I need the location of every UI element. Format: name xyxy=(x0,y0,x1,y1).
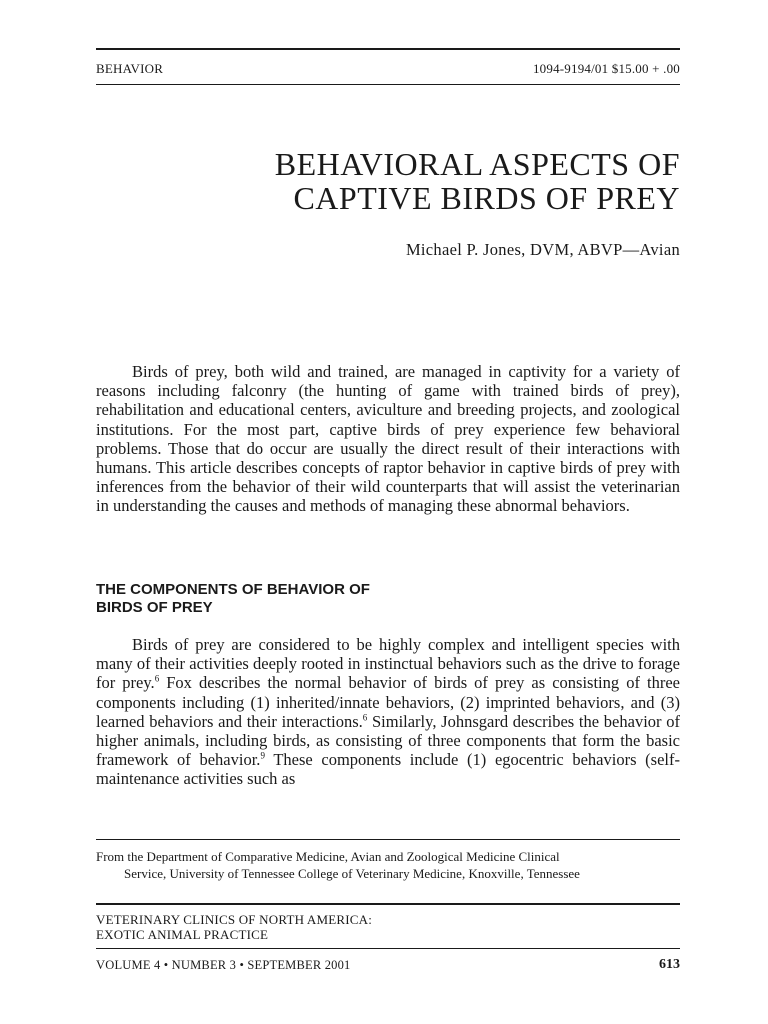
journal-name-line-1: VETERINARY CLINICS OF NORTH AMERICA: xyxy=(96,912,373,927)
journal-name xyxy=(96,912,372,942)
top-rule xyxy=(96,48,680,50)
author-byline: Michael P. Jones, DVM, ABVP—Avian xyxy=(405,240,680,259)
issn-price-line: 1094-9194/01 $15.00 + .00 xyxy=(532,61,680,76)
paragraph-text-1: Birds of prey are considered to be highly complex and intelligent species with many of their activities deeply rooted in instinctual behaviors such as the drive to forage for prey. xyxy=(96,635,680,693)
section-heading xyxy=(96,581,496,617)
abstract-paragraph: Birds of prey, both wild and trained, are managed in captivity for a variety of reasons including falconry (the hunting of game with trained birds of prey), rehabilitation and educational centers, aviculture and breeding projects, and zoological institutions. For the most part, captive birds of prey experience few behavioral problems. Those that do occur are usually the direct result of their interactions with humans. This article describes concepts of raptor behavior in captive birds of prey with inferences from the behavior of their wild counterparts that will assist the veterinarian in understanding the causes and methods of managing these abnormal behaviors. xyxy=(96,362,680,516)
paragraph-text-4: These components include (1) egocentric behaviors (self-maintenance activities such as xyxy=(96,750,680,789)
paragraph-text-2: Fox describes the normal behavior of birds of prey as consisting of three components including (1) inherited/innate behaviors, (2) imprinted behaviors, and (3) learned behaviors and their interactions. xyxy=(96,673,680,731)
title-line-2: CAPTIVE BIRDS OF PREY xyxy=(293,180,680,216)
footnote-line-2: Service, University of Tennessee College of Veterinary Medicine, Knoxville, Tennessee xyxy=(124,866,580,881)
header-bottom-rule xyxy=(96,84,680,85)
citation-ref-6: 6 xyxy=(154,673,160,684)
footnote-rule xyxy=(96,839,680,840)
section-heading-line-2: BIRDS OF PREY xyxy=(96,599,213,616)
section-heading-line-1: THE COMPONENTS OF BEHAVIOR OF xyxy=(96,581,370,598)
journal-bottom-rule xyxy=(96,948,680,949)
running-head: BEHAVIOR xyxy=(96,61,164,76)
issue-info: VOLUME 4 • NUMBER 3 • SEPTEMBER 2001 xyxy=(96,958,351,972)
affiliation-footnote xyxy=(96,848,680,882)
intro-paragraph xyxy=(96,635,680,789)
journal-top-rule xyxy=(96,903,680,905)
citation-ref-6b: 6 xyxy=(362,712,368,723)
citation-ref-9: 9 xyxy=(260,750,265,761)
title-line-1: BEHAVIORAL ASPECTS OF xyxy=(274,146,680,182)
page-number: 613 xyxy=(659,957,680,972)
paragraph-text-3: Similarly, Johnsgard describes the behavior of higher animals, including birds, as consisting of three components that form the basic framework of behavior. xyxy=(96,711,680,770)
footnote-line-1: From the Department of Comparative Medicine, Avian and Zoological Medicine Clinical xyxy=(96,849,560,864)
article-title xyxy=(120,147,680,215)
journal-name-line-2: EXOTIC ANIMAL PRACTICE xyxy=(96,927,269,942)
